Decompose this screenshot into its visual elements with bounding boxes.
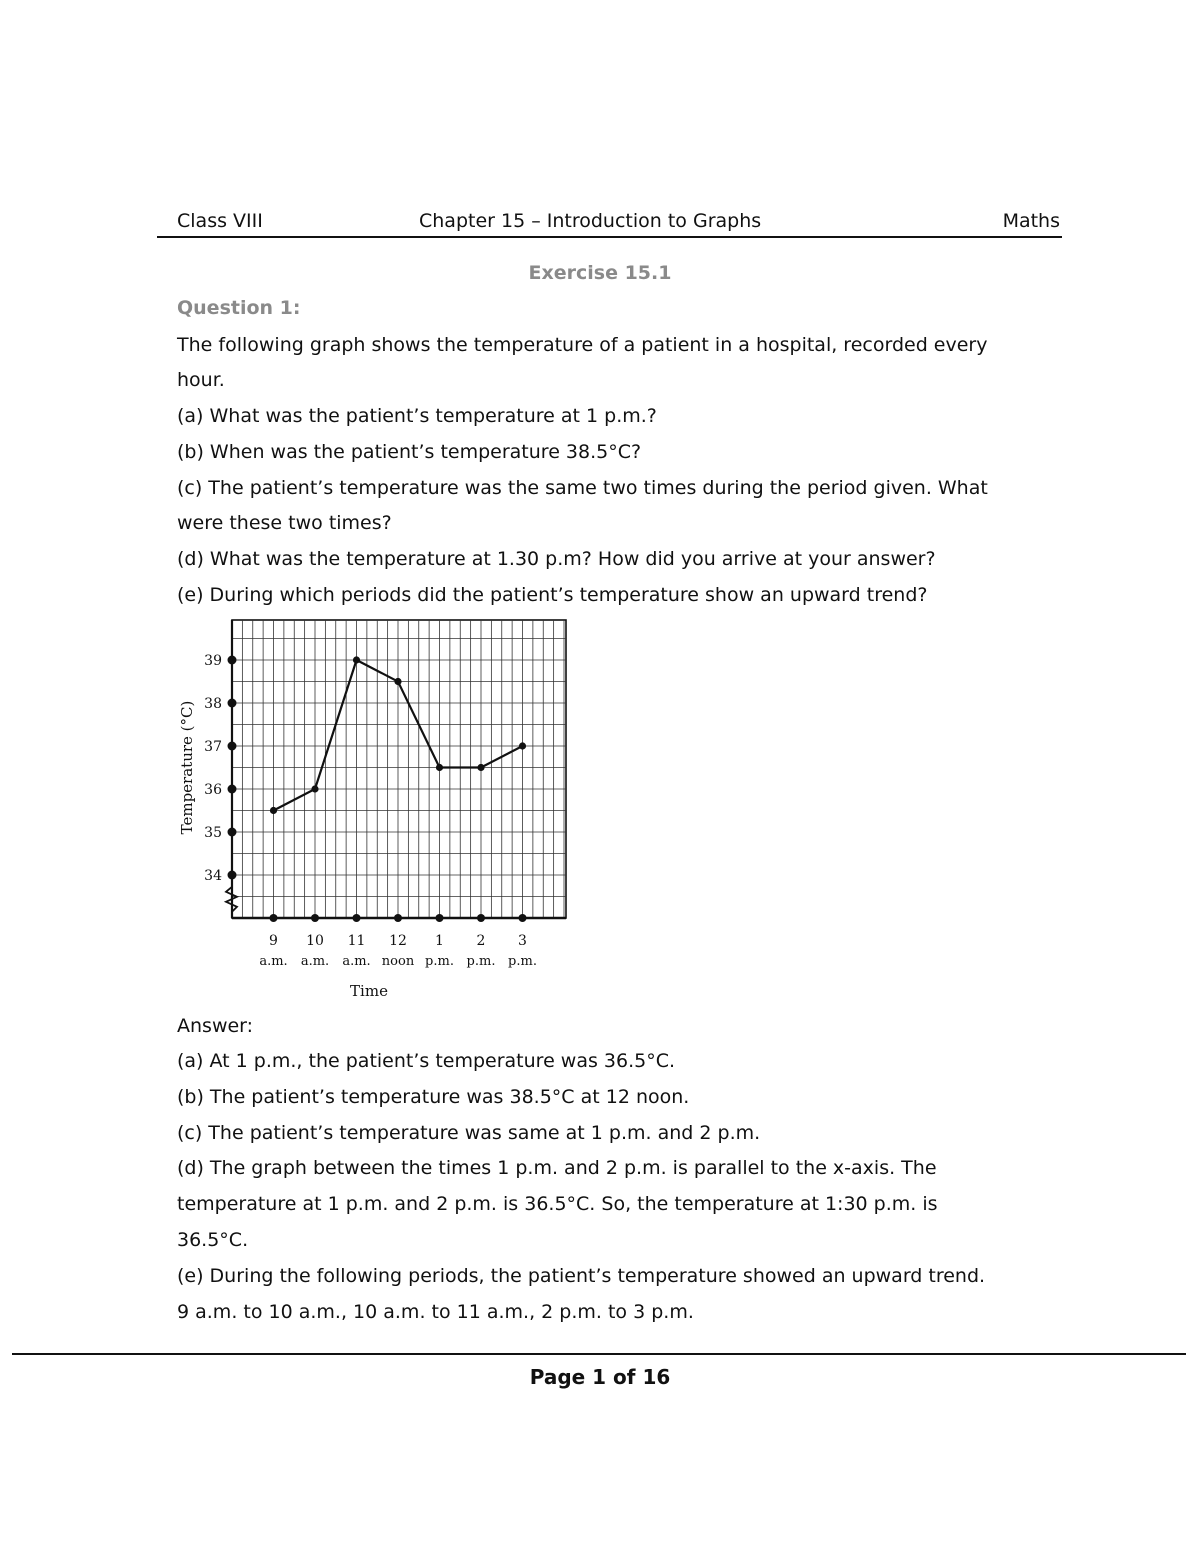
temperature-chart xyxy=(170,612,570,1007)
x-tick-label: 10 xyxy=(306,933,324,949)
data-point xyxy=(436,764,443,771)
x-tick-label-sub: p.m. xyxy=(508,954,537,969)
x-tick-mark xyxy=(436,914,444,922)
question-line: were these two times? xyxy=(177,512,392,534)
x-tick-mark xyxy=(477,914,485,922)
header-subject: Maths xyxy=(1002,210,1060,232)
x-tick-label: 3 xyxy=(518,933,527,949)
y-tick-label: 35 xyxy=(204,825,222,841)
x-tick-mark xyxy=(519,914,527,922)
x-tick-mark xyxy=(353,914,361,922)
x-tick-mark xyxy=(311,914,319,922)
x-tick-label-sub: a.m. xyxy=(300,954,330,969)
x-tick-mark xyxy=(394,914,402,922)
x-tick-label-sub: noon xyxy=(381,954,415,969)
plot-frame xyxy=(232,620,566,918)
page-header xyxy=(157,208,1062,238)
answer-line: (c) The patient’s temperature was same at 1 p.m. and 2 p.m. xyxy=(177,1122,761,1144)
data-point xyxy=(477,764,484,771)
question-line: (c) The patient’s temperature was the same two times during the period given. What xyxy=(177,477,988,499)
question-line: (b) When was the patient’s temperature 38.5°C? xyxy=(177,441,642,463)
y-tick-label: 34 xyxy=(204,868,222,884)
chart-svg xyxy=(170,612,570,1007)
footer-divider xyxy=(12,1353,1186,1355)
y-axis-title: Temperature (°C) xyxy=(178,700,196,835)
answer-line: temperature at 1 p.m. and 2 p.m. is 36.5°C. So, the temperature at 1:30 p.m. is xyxy=(177,1193,938,1215)
data-point xyxy=(519,742,526,749)
answer-line: (a) At 1 p.m., the patient’s temperature was 36.5°C. xyxy=(177,1050,676,1072)
x-tick-label: 9 xyxy=(269,933,278,949)
x-axis-title: Time xyxy=(350,982,388,1000)
question-line: (a) What was the patient’s temperature at 1 p.m.? xyxy=(177,405,657,427)
data-point xyxy=(311,785,318,792)
question-line: (d) What was the temperature at 1.30 p.m? How did you arrive at your answer? xyxy=(177,548,936,570)
x-tick-label-sub: p.m. xyxy=(466,954,496,969)
header-class: Class VIII xyxy=(177,210,263,232)
y-tick-mark xyxy=(228,828,237,837)
x-tick-label: 11 xyxy=(347,933,366,949)
y-tick-mark xyxy=(228,785,237,794)
x-tick-label-sub: p.m. xyxy=(425,954,454,969)
data-point xyxy=(270,807,277,814)
answer-label: Answer: xyxy=(177,1015,254,1037)
answer-line: (e) During the following periods, the patient’s temperature showed an upward trend. xyxy=(177,1265,986,1287)
y-tick-mark xyxy=(228,699,237,708)
page-number: Page 1 of 16 xyxy=(529,1365,671,1389)
question-heading: Question 1: xyxy=(177,297,301,319)
answer-line: 36.5°C. xyxy=(177,1229,249,1251)
y-tick-mark xyxy=(228,871,237,880)
y-tick-label: 38 xyxy=(204,696,222,712)
y-tick-mark xyxy=(228,656,237,665)
x-tick-label-sub: a.m. xyxy=(259,954,288,969)
y-tick-label: 36 xyxy=(204,782,222,798)
x-tick-label: 2 xyxy=(476,933,486,949)
question-line: The following graph shows the temperature of a patient in a hospital, recorded every xyxy=(177,334,988,356)
question-line: hour. xyxy=(177,369,225,391)
header-chapter: Chapter 15 – Introduction to Graphs xyxy=(419,210,762,232)
exercise-title: Exercise 15.1 xyxy=(528,262,672,284)
x-tick-mark xyxy=(270,914,278,922)
x-tick-label: 12 xyxy=(389,933,407,949)
answer-line: (d) The graph between the times 1 p.m. and 2 p.m. is parallel to the x-axis. The xyxy=(177,1157,937,1179)
y-tick-label: 37 xyxy=(204,739,222,755)
answer-line: (b) The patient’s temperature was 38.5°C at 12 noon. xyxy=(177,1086,690,1108)
y-tick-mark xyxy=(228,742,237,751)
y-tick-label: 39 xyxy=(204,653,222,669)
answer-line: 9 a.m. to 10 a.m., 10 a.m. to 11 a.m., 2 p.m. to 3 p.m. xyxy=(177,1301,694,1323)
data-point xyxy=(353,656,360,663)
data-point xyxy=(394,678,401,685)
x-tick-label: 1 xyxy=(435,933,444,949)
x-tick-label-sub: a.m. xyxy=(342,954,371,969)
question-line: (e) During which periods did the patient’s temperature show an upward trend? xyxy=(177,584,928,606)
